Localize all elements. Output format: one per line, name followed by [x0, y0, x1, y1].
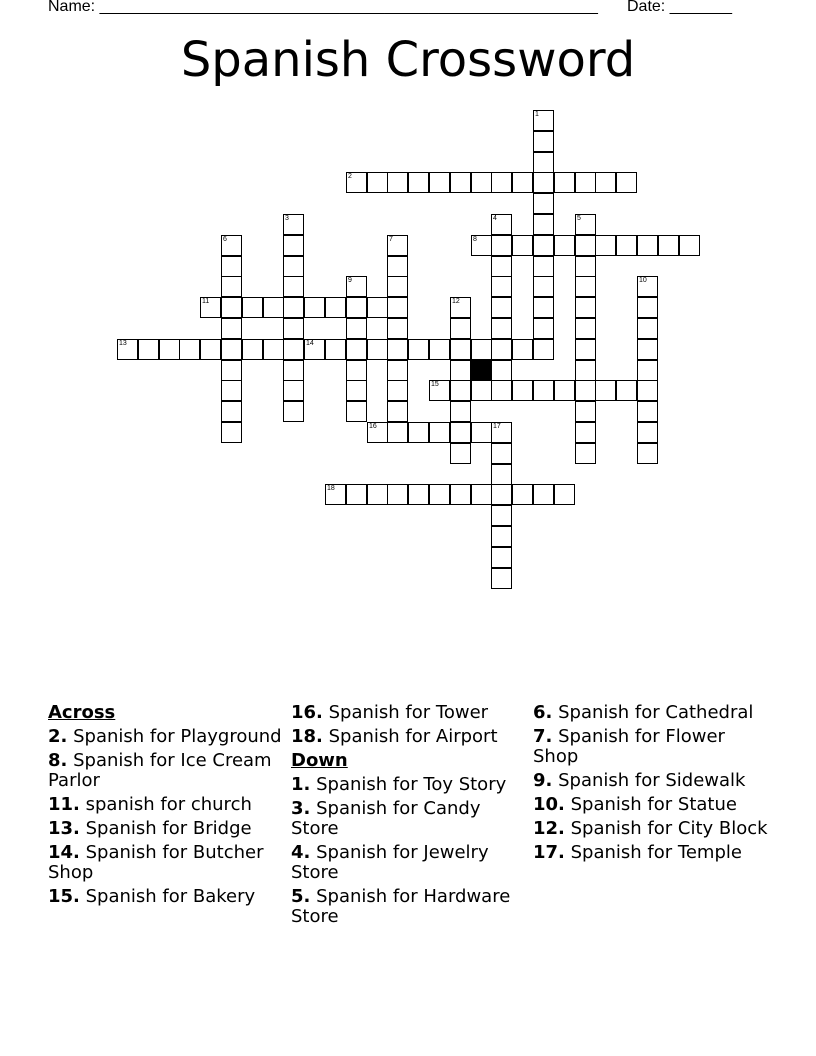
clue-down-7: 7. Spanish for Flower Shop — [533, 726, 725, 767]
grid-cell[interactable] — [387, 401, 408, 422]
grid-cell[interactable] — [533, 110, 554, 131]
grid-cell[interactable] — [387, 484, 408, 505]
grid-cell[interactable] — [387, 380, 408, 401]
grid-cell[interactable] — [450, 297, 471, 318]
grid-cell[interactable] — [575, 276, 596, 297]
grid-cell[interactable] — [471, 339, 492, 360]
grid-cell[interactable] — [387, 256, 408, 277]
grid-cell[interactable] — [346, 380, 367, 401]
page-title: Spanish Crossword — [180, 32, 636, 88]
grid-cell[interactable] — [533, 172, 554, 193]
clue-number: 1 — [535, 111, 539, 118]
clue-down-4: 4. Spanish for Jewelry Store — [291, 842, 489, 883]
grid-cell[interactable] — [221, 235, 242, 256]
grid-cell[interactable] — [533, 256, 554, 277]
clues-column-3 — [533, 703, 768, 867]
grid-cell[interactable] — [491, 380, 512, 401]
grid-cell[interactable] — [367, 422, 388, 443]
across-heading: Across — [48, 702, 116, 723]
grid-cell[interactable] — [346, 360, 367, 381]
grid-cell[interactable] — [637, 422, 658, 443]
grid-cell[interactable] — [471, 235, 492, 256]
grid-cell[interactable] — [575, 339, 596, 360]
grid-cell[interactable] — [408, 339, 429, 360]
grid-cell[interactable] — [595, 380, 616, 401]
grid-cell[interactable] — [283, 339, 304, 360]
clue-across-14: 14. Spanish for Butcher Shop — [48, 842, 264, 883]
clues-column-2 — [291, 703, 526, 931]
grid-cell[interactable] — [450, 318, 471, 339]
grid-cell[interactable] — [450, 360, 471, 381]
grid-cell[interactable] — [533, 339, 554, 360]
clue-number: 18 — [327, 485, 335, 492]
clue-down-1: 1. Spanish for Toy Story — [291, 774, 507, 795]
grid-cell[interactable] — [471, 484, 492, 505]
grid-cell[interactable] — [429, 172, 450, 193]
grid-cell[interactable] — [575, 443, 596, 464]
grid-cell[interactable] — [554, 235, 575, 256]
grid-cell[interactable] — [491, 505, 512, 526]
grid-cell[interactable] — [117, 339, 138, 360]
grid-cell[interactable] — [242, 339, 263, 360]
grid-cell[interactable] — [575, 318, 596, 339]
grid-cell[interactable] — [491, 172, 512, 193]
down-heading: Down — [291, 750, 348, 771]
clue-number: 15 — [431, 381, 439, 388]
clue-number: 8 — [473, 236, 477, 243]
grid-cell[interactable] — [491, 443, 512, 464]
grid-cell[interactable] — [450, 484, 471, 505]
grid-cell[interactable] — [575, 422, 596, 443]
grid-cell[interactable] — [533, 297, 554, 318]
grid-cell[interactable] — [221, 380, 242, 401]
grid-cell[interactable] — [221, 297, 242, 318]
grid-cell[interactable] — [221, 401, 242, 422]
grid-cell[interactable] — [387, 360, 408, 381]
grid-cell[interactable] — [200, 297, 221, 318]
grid-cell[interactable] — [491, 568, 512, 589]
grid-cell[interactable] — [637, 276, 658, 297]
grid-cell[interactable] — [575, 380, 596, 401]
grid-cell[interactable] — [325, 297, 346, 318]
clue-number: 5 — [577, 215, 581, 222]
grid-cell[interactable] — [554, 380, 575, 401]
grid-cell[interactable] — [616, 172, 637, 193]
grid-cell[interactable] — [387, 172, 408, 193]
grid-cell[interactable] — [367, 484, 388, 505]
grid-cell[interactable] — [346, 172, 367, 193]
grid-cell[interactable] — [533, 235, 554, 256]
grid-cell[interactable] — [408, 422, 429, 443]
clue-number: 12 — [452, 298, 460, 305]
clue-number: 10 — [639, 277, 647, 284]
grid-cell[interactable] — [367, 172, 388, 193]
grid-cell[interactable] — [200, 339, 221, 360]
clue-across-11: 11. spanish for church — [48, 794, 252, 815]
grid-cell[interactable] — [325, 484, 346, 505]
grid-cell[interactable] — [533, 276, 554, 297]
clue-across-8: 8. Spanish for Ice Cream Parlor — [48, 750, 272, 791]
clue-across-16: 16. Spanish for Tower — [291, 702, 489, 723]
grid-cell[interactable] — [491, 464, 512, 485]
grid-cell[interactable] — [387, 339, 408, 360]
grid-cell[interactable] — [429, 422, 450, 443]
grid-cell[interactable] — [283, 380, 304, 401]
grid-cell[interactable] — [491, 235, 512, 256]
grid-cell[interactable] — [346, 297, 367, 318]
grid-cell[interactable] — [346, 318, 367, 339]
grid-cell[interactable] — [367, 339, 388, 360]
grid-cell[interactable] — [387, 318, 408, 339]
clue-down-6: 6. Spanish for Cathedral — [533, 702, 754, 723]
grid-cell[interactable] — [575, 172, 596, 193]
grid-cell[interactable] — [512, 339, 533, 360]
grid-cell[interactable] — [450, 443, 471, 464]
grid-cell[interactable] — [325, 339, 346, 360]
grid-cell[interactable] — [491, 360, 512, 381]
clue-number: 14 — [306, 340, 314, 347]
grid-cell[interactable] — [429, 339, 450, 360]
clue-down-12: 12. Spanish for City Block — [533, 818, 768, 839]
grid-cell[interactable] — [387, 422, 408, 443]
grid-cell[interactable] — [637, 380, 658, 401]
clue-number: 13 — [119, 340, 127, 347]
grid-cell[interactable] — [471, 172, 492, 193]
clue-number: 2 — [348, 173, 352, 180]
grid-cell[interactable] — [512, 172, 533, 193]
grid-cell[interactable] — [575, 256, 596, 277]
grid-cell[interactable] — [637, 297, 658, 318]
grid-cell[interactable] — [283, 256, 304, 277]
clue-across-15: 15. Spanish for Bakery — [48, 886, 256, 907]
grid-cell[interactable] — [283, 360, 304, 381]
grid-cell[interactable] — [138, 339, 159, 360]
grid-cell[interactable] — [346, 401, 367, 422]
clue-number: 3 — [285, 215, 289, 222]
clue-down-5: 5. Spanish for Hardware Store — [291, 886, 511, 927]
grid-cell[interactable] — [387, 235, 408, 256]
grid-cell[interactable] — [221, 360, 242, 381]
clue-down-17: 17. Spanish for Temple — [533, 842, 742, 863]
grid-cell[interactable] — [408, 484, 429, 505]
grid-cell[interactable] — [637, 318, 658, 339]
grid-cell[interactable] — [159, 339, 180, 360]
grid-cell[interactable] — [575, 214, 596, 235]
grid-cell[interactable] — [283, 276, 304, 297]
clues-column-1 — [48, 703, 283, 911]
grid-cell[interactable] — [658, 235, 679, 256]
grid-cell[interactable] — [283, 318, 304, 339]
grid-cell[interactable] — [491, 422, 512, 443]
grid-cell[interactable] — [533, 193, 554, 214]
clue-down-9: 9. Spanish for Sidewalk — [533, 770, 746, 791]
grid-cell[interactable] — [637, 339, 658, 360]
grid-cell[interactable] — [450, 422, 471, 443]
grid-cell[interactable] — [575, 235, 596, 256]
grid-cell[interactable] — [533, 131, 554, 152]
grid-cell[interactable] — [429, 380, 450, 401]
grid-cell[interactable] — [533, 380, 554, 401]
clue-number: 11 — [202, 298, 210, 305]
grid-cell[interactable] — [450, 339, 471, 360]
grid-cell[interactable] — [512, 235, 533, 256]
grid-cell[interactable] — [554, 172, 575, 193]
grid-cell[interactable] — [595, 235, 616, 256]
grid-cell[interactable] — [554, 484, 575, 505]
grid-cell[interactable] — [221, 422, 242, 443]
grid-cell[interactable] — [304, 297, 325, 318]
grid-cell[interactable] — [533, 318, 554, 339]
grid-cell[interactable] — [263, 339, 284, 360]
grid-cell[interactable] — [679, 235, 700, 256]
grid-cell[interactable] — [512, 380, 533, 401]
grid-cell[interactable] — [616, 235, 637, 256]
grid-cell[interactable] — [491, 484, 512, 505]
grid-cell[interactable] — [346, 276, 367, 297]
clue-across-2: 2. Spanish for Playground — [48, 726, 282, 747]
grid-cell[interactable] — [283, 297, 304, 318]
grid-cell[interactable] — [491, 526, 512, 547]
grid-cell[interactable] — [637, 360, 658, 381]
clue-down-10: 10. Spanish for Statue — [533, 794, 737, 815]
grid-cell[interactable] — [304, 339, 325, 360]
grid-cell[interactable] — [491, 276, 512, 297]
grid-cell[interactable] — [491, 318, 512, 339]
grid-cell[interactable] — [491, 547, 512, 568]
clue-down-3: 3. Spanish for Candy Store — [291, 798, 481, 839]
clue-number: 16 — [369, 423, 377, 430]
grid-cell[interactable] — [242, 297, 263, 318]
clue-number: 9 — [348, 277, 352, 284]
grid-cell[interactable] — [450, 172, 471, 193]
grid-cell[interactable] — [429, 484, 450, 505]
black-cell — [471, 360, 492, 381]
grid-cell[interactable] — [533, 152, 554, 173]
grid-cell[interactable] — [616, 380, 637, 401]
grid-cell[interactable] — [450, 380, 471, 401]
grid-cell[interactable] — [221, 318, 242, 339]
grid-cell[interactable] — [491, 256, 512, 277]
grid-cell[interactable] — [533, 214, 554, 235]
grid-cell[interactable] — [512, 484, 533, 505]
clue-number: 7 — [389, 236, 393, 243]
grid-cell[interactable] — [408, 172, 429, 193]
date-field-label: Date: _______ — [627, 0, 732, 15]
grid-cell[interactable] — [221, 339, 242, 360]
grid-cell[interactable] — [346, 484, 367, 505]
grid-cell[interactable] — [450, 401, 471, 422]
clue-number: 6 — [223, 236, 227, 243]
grid-cell[interactable] — [367, 297, 388, 318]
grid-cell[interactable] — [491, 214, 512, 235]
grid-cell[interactable] — [491, 339, 512, 360]
grid-cell[interactable] — [595, 172, 616, 193]
grid-cell[interactable] — [533, 484, 554, 505]
grid-cell[interactable] — [387, 297, 408, 318]
grid-cell[interactable] — [221, 276, 242, 297]
clue-number: 17 — [493, 423, 501, 430]
grid-cell[interactable] — [637, 235, 658, 256]
grid-cell[interactable] — [283, 401, 304, 422]
clue-number: 4 — [493, 215, 497, 222]
name-field-label: Name: ________________________________________________________ — [48, 0, 598, 15]
grid-cell[interactable] — [637, 401, 658, 422]
grid-cell[interactable] — [283, 214, 304, 235]
grid-cell[interactable] — [575, 360, 596, 381]
grid-cell[interactable] — [346, 339, 367, 360]
grid-cell[interactable] — [491, 297, 512, 318]
clue-across-13: 13. Spanish for Bridge — [48, 818, 252, 839]
grid-cell[interactable] — [221, 256, 242, 277]
grid-cell[interactable] — [575, 297, 596, 318]
grid-cell[interactable] — [387, 276, 408, 297]
grid-cell[interactable] — [179, 339, 200, 360]
grid-cell[interactable] — [263, 297, 284, 318]
grid-cell[interactable] — [575, 401, 596, 422]
clue-across-18: 18. Spanish for Airport — [291, 726, 498, 747]
grid-cell[interactable] — [283, 235, 304, 256]
grid-cell[interactable] — [471, 380, 492, 401]
grid-cell[interactable] — [637, 443, 658, 464]
grid-cell[interactable] — [471, 422, 492, 443]
